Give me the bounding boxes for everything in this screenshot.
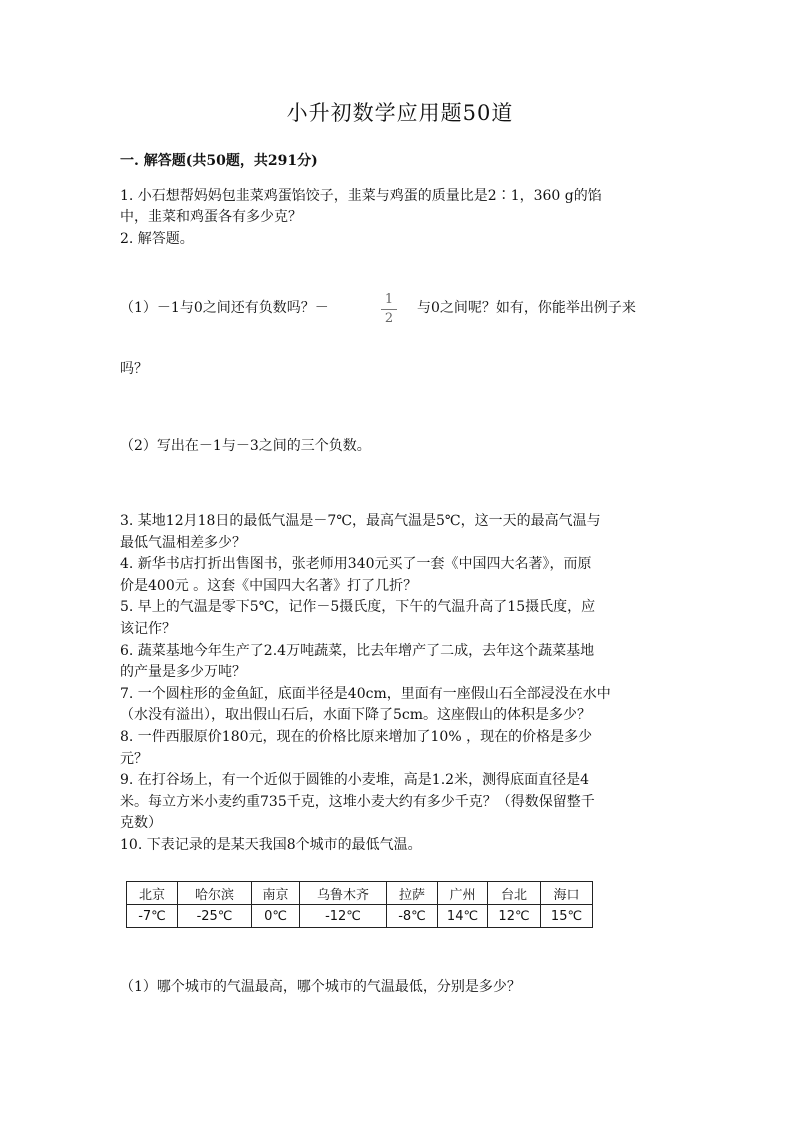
- question-2-part-2: （2）写出在－1与－3之间的三个负数。: [120, 438, 371, 454]
- question-text-line: 克数）: [120, 815, 162, 832]
- question-1-line-2: 中，韭菜和鸡蛋各有多少克？: [120, 209, 302, 225]
- question-text-line: 8. 一件西服原价180元，现在的价格比原来增加了10% ，现在的价格是多少: [120, 729, 593, 745]
- table-row-temperatures: [127, 905, 593, 928]
- question-2-heading: 2. 解答题。: [120, 231, 194, 247]
- question-text-line: 4. 新华书店打折出售图书，张老师用340元买了一套《中国四大名著》，而原: [120, 556, 592, 573]
- city-cell: 海口: [541, 882, 593, 905]
- question-text-line: 米。每立方米小麦约重735千克，这堆小麦大约有多少千克？（得数保留整千: [120, 793, 595, 810]
- city-cell: 广州: [438, 882, 488, 905]
- question-10-part-1: （1）哪个城市的气温最高，哪个城市的气温最低，分别是多少？: [120, 979, 521, 995]
- temperature-cell: -25℃: [178, 905, 252, 928]
- question-text-line: 6. 蔬菜基地今年生产了2.4万吨蔬菜，比去年增产了二成，去年这个蔬菜基地: [120, 642, 595, 659]
- question-text-line: 元？: [120, 750, 148, 767]
- fraction-one-half: [381, 292, 397, 327]
- question-1-line-1: 1. 小石想帮妈妈包韭菜鸡蛋馅饺子，韭菜与鸡蛋的质量比是2∶1，360 g的馅: [120, 188, 602, 204]
- page-title: 小升初数学应用题50道: [286, 101, 514, 125]
- question-text-line: 该记作？: [120, 621, 176, 637]
- city-cell: 哈尔滨: [178, 882, 252, 905]
- question-text-line: 最低气温相差多少？: [120, 534, 246, 551]
- fraction-numerator: 1: [384, 292, 394, 307]
- temperature-cell: -8℃: [387, 905, 438, 928]
- question-2-part-1-text: （1）－1与0之间还有负数吗？－: [120, 300, 329, 316]
- section-heading: 一. 解答题(共50题，共291分): [120, 153, 318, 169]
- question-text-line: 价是400元 。这套《中国四大名著》打了几折？: [120, 577, 418, 594]
- question-text-line: 7. 一个圆柱形的金鱼缸，底面半径是40cm，里面有一座假山石全部浸没在水中: [120, 685, 611, 702]
- question-2-part-1-continued: 与0之间呢？如有，你能举出例子来: [417, 300, 636, 316]
- city-cell: 拉萨: [387, 882, 438, 905]
- fraction-bar: [381, 309, 397, 310]
- question-text-line: （水没有溢出），取出假山石后，水面下降了5cm。这座假山的体积是多少？: [120, 707, 592, 724]
- temperature-cell: -12℃: [300, 905, 387, 928]
- question-text-line: 9. 在打谷场上，有一个近似于圆锥的小麦堆，高是1.2米，测得底面直径是4: [120, 772, 589, 789]
- question-text-line: 3. 某地12月18日的最低气温是－7℃，最高气温是5℃，这一天的最高气温与: [120, 513, 601, 529]
- temperature-cell: -7℃: [127, 905, 178, 928]
- fraction-denominator: 2: [384, 311, 394, 326]
- question-2-part-1-end: 吗？: [120, 361, 148, 377]
- temperature-cell: 15℃: [541, 905, 593, 928]
- city-cell: 台北: [488, 882, 541, 905]
- city-cell: 南京: [252, 882, 300, 905]
- temperature-cell: 14℃: [438, 905, 488, 928]
- question-text-line: 10. 下表记录的是某天我国8个城市的最低气温。: [120, 837, 422, 853]
- table-row-cities: [127, 882, 593, 905]
- temperature-cell: 0℃: [252, 905, 300, 928]
- question-text-line: 5. 早上的气温是零下5℃，记作－5摄氏度，下午的气温升高了15摄氏度，应: [120, 599, 596, 616]
- city-temperature-table: [126, 881, 593, 928]
- city-cell: 北京: [127, 882, 178, 905]
- question-text-line: 的产量是多少万吨？: [120, 664, 246, 681]
- city-cell: 乌鲁木齐: [300, 882, 387, 905]
- temperature-cell: 12℃: [488, 905, 541, 928]
